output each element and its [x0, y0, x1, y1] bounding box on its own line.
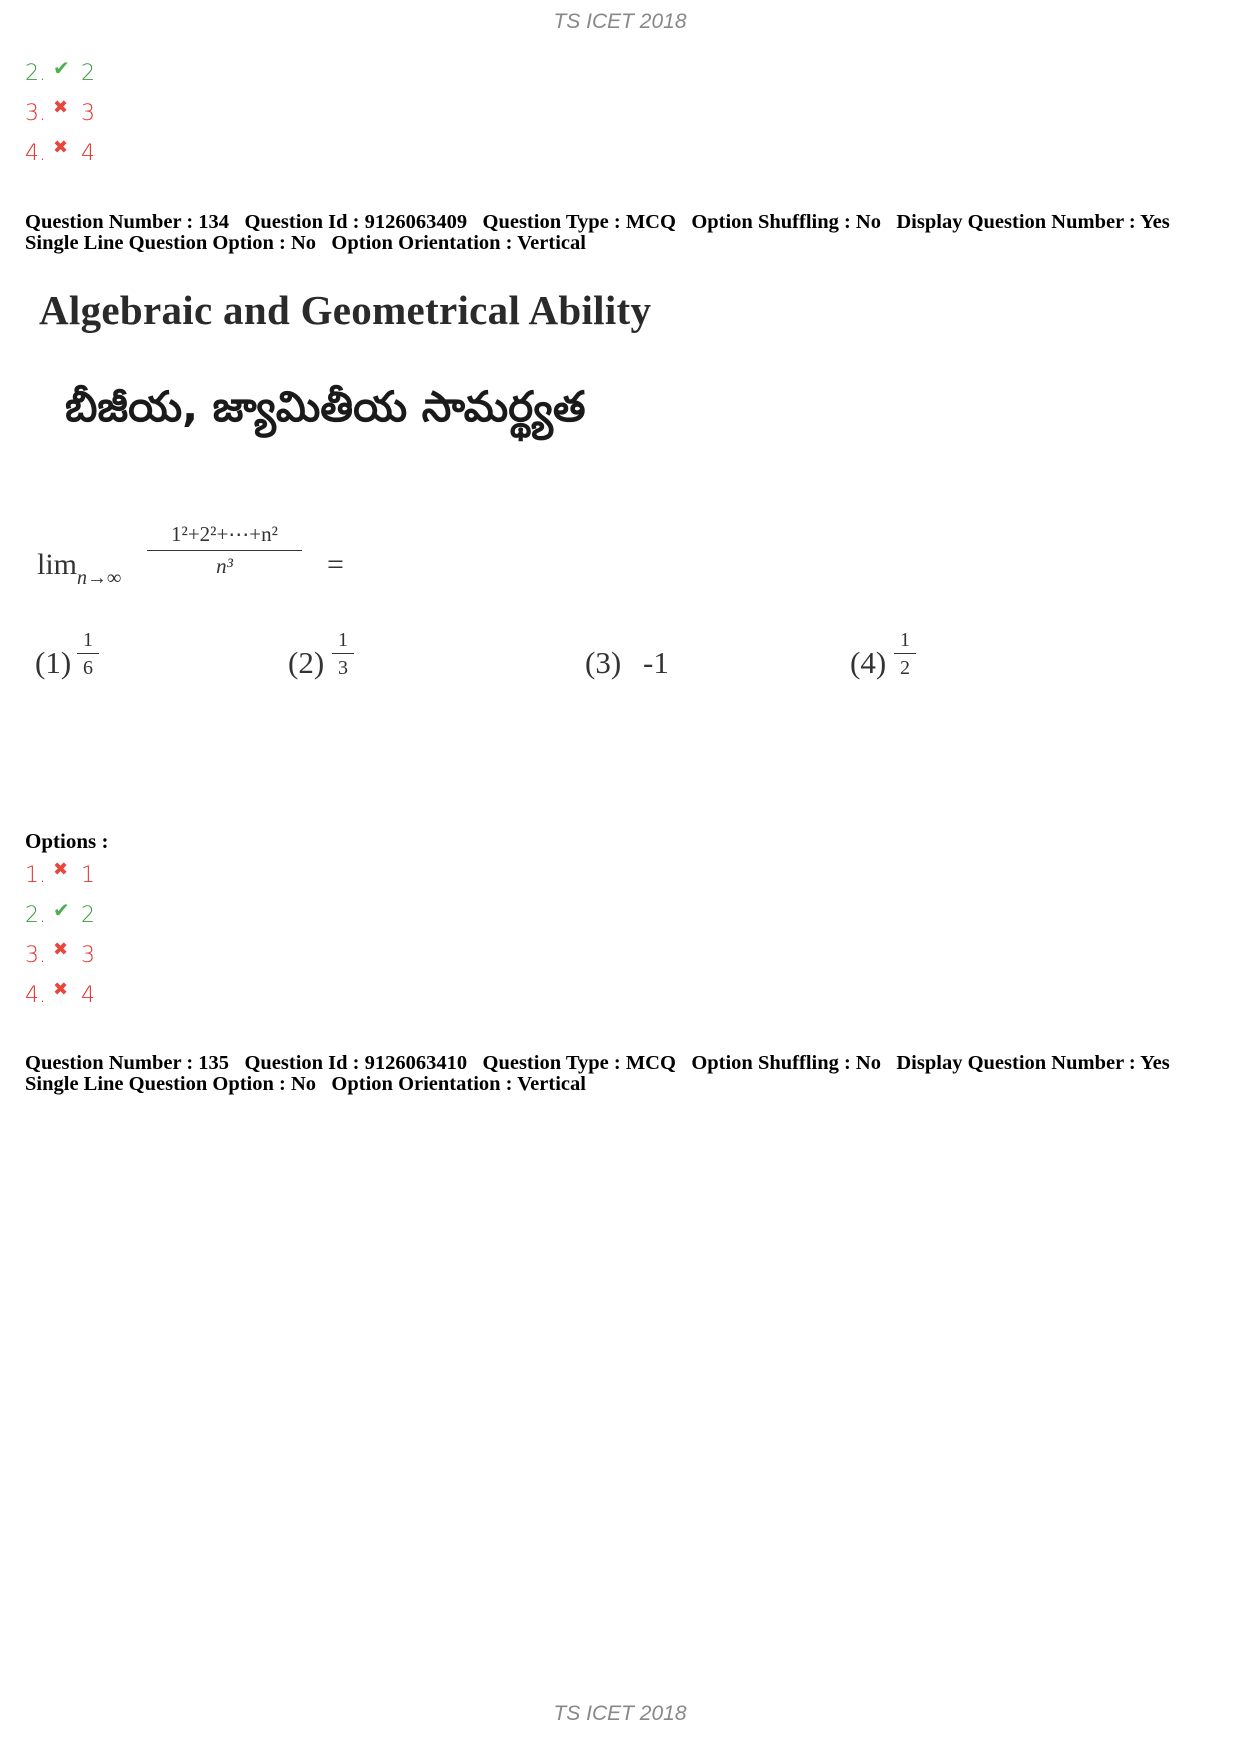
meta-line-1 [25, 1053, 1225, 1074]
option-text: 2 [81, 61, 95, 86]
fraction-numerator: 1 [77, 627, 99, 654]
lim-text: lim [37, 548, 78, 581]
meta-single-line-option: Single Line Question Option : No [25, 1073, 317, 1095]
fraction-numerator: 1 [894, 627, 916, 654]
option-text: 3 [81, 943, 95, 968]
meta-line-2 [25, 1074, 1225, 1095]
meta-single-line-option: Single Line Question Option : No [25, 232, 317, 254]
choice-label: (4) [850, 645, 887, 680]
option-number: 1. [25, 863, 46, 888]
choice-label: (2) [288, 645, 325, 680]
meta-option-orientation: Option Orientation : Vertical [331, 232, 586, 254]
fraction-numerator: 1 [332, 627, 354, 654]
meta-question-number: Question Number : 134 [25, 211, 230, 233]
option-text: 4 [81, 983, 95, 1008]
limit-expression [37, 548, 122, 589]
meta-line-2 [25, 233, 1225, 254]
fraction-numerator: 1²+2²+⋯+n² [147, 522, 302, 551]
question-meta-134 [25, 212, 1225, 254]
option-text: 2 [81, 903, 95, 928]
meta-question-id: Question Id : 9126063409 [244, 211, 468, 233]
fraction-denominator: 6 [83, 657, 93, 679]
prev-options-list [25, 54, 95, 174]
cross-icon: ✖ [53, 979, 69, 1000]
choice-value: -1 [643, 645, 669, 680]
meta-option-orientation: Option Orientation : Vertical [331, 1073, 586, 1095]
meta-option-shuffling: Option Shuffling : No [691, 211, 881, 233]
option-number: 4. [25, 983, 46, 1008]
options-heading: Options : [25, 829, 109, 853]
cross-icon: ✖ [53, 859, 69, 880]
section-title-telugu: బీజీయ, జ్యామితీయ సామర్థ్యత [65, 382, 586, 431]
question-meta-135 [25, 1053, 1225, 1095]
option-number: 2. [25, 903, 46, 928]
meta-question-id: Question Id : 9126063410 [244, 1052, 468, 1074]
meta-option-shuffling: Option Shuffling : No [691, 1052, 881, 1074]
choice-label: (1) [35, 645, 72, 680]
section-title-english: Algebraic and Geometrical Ability [39, 287, 652, 333]
lim-subscript: n→∞ [77, 567, 122, 589]
option-text: 4 [81, 141, 95, 166]
meta-display-question-number: Display Question Number : Yes [896, 1052, 1170, 1074]
choice-fraction [77, 627, 99, 682]
options-list [25, 856, 95, 1016]
check-icon: ✔ [53, 898, 70, 922]
fraction-denominator: 3 [338, 657, 348, 679]
meta-question-number: Question Number : 135 [25, 1052, 230, 1074]
cross-icon: ✖ [53, 97, 69, 118]
question-image [35, 282, 915, 702]
option-text: 3 [81, 101, 95, 126]
cross-icon: ✖ [53, 939, 69, 960]
option-number: 3. [25, 101, 46, 126]
fraction-denominator: 2 [900, 657, 910, 679]
choice-fraction [332, 627, 354, 682]
choice-fraction [894, 627, 916, 682]
check-icon: ✔ [53, 56, 70, 80]
limit-fraction [147, 522, 302, 579]
option-number: 4. [25, 141, 46, 166]
option-item [25, 134, 95, 174]
meta-display-question-number: Display Question Number : Yes [896, 211, 1170, 233]
page-footer: TS ICET 2018 [553, 1702, 687, 1725]
meta-question-type: Question Type : MCQ [482, 211, 676, 233]
equals-sign: = [327, 548, 344, 581]
meta-line-1 [25, 212, 1225, 233]
option-text: 1 [81, 863, 95, 888]
cross-icon: ✖ [53, 137, 69, 158]
page-header: TS ICET 2018 [553, 10, 687, 33]
option-number: 3. [25, 943, 46, 968]
option-item [25, 976, 95, 1016]
fraction-denominator: n³ [216, 554, 233, 578]
option-number: 2. [25, 61, 46, 86]
meta-question-type: Question Type : MCQ [482, 1052, 676, 1074]
choice-label: (3) [585, 645, 622, 680]
